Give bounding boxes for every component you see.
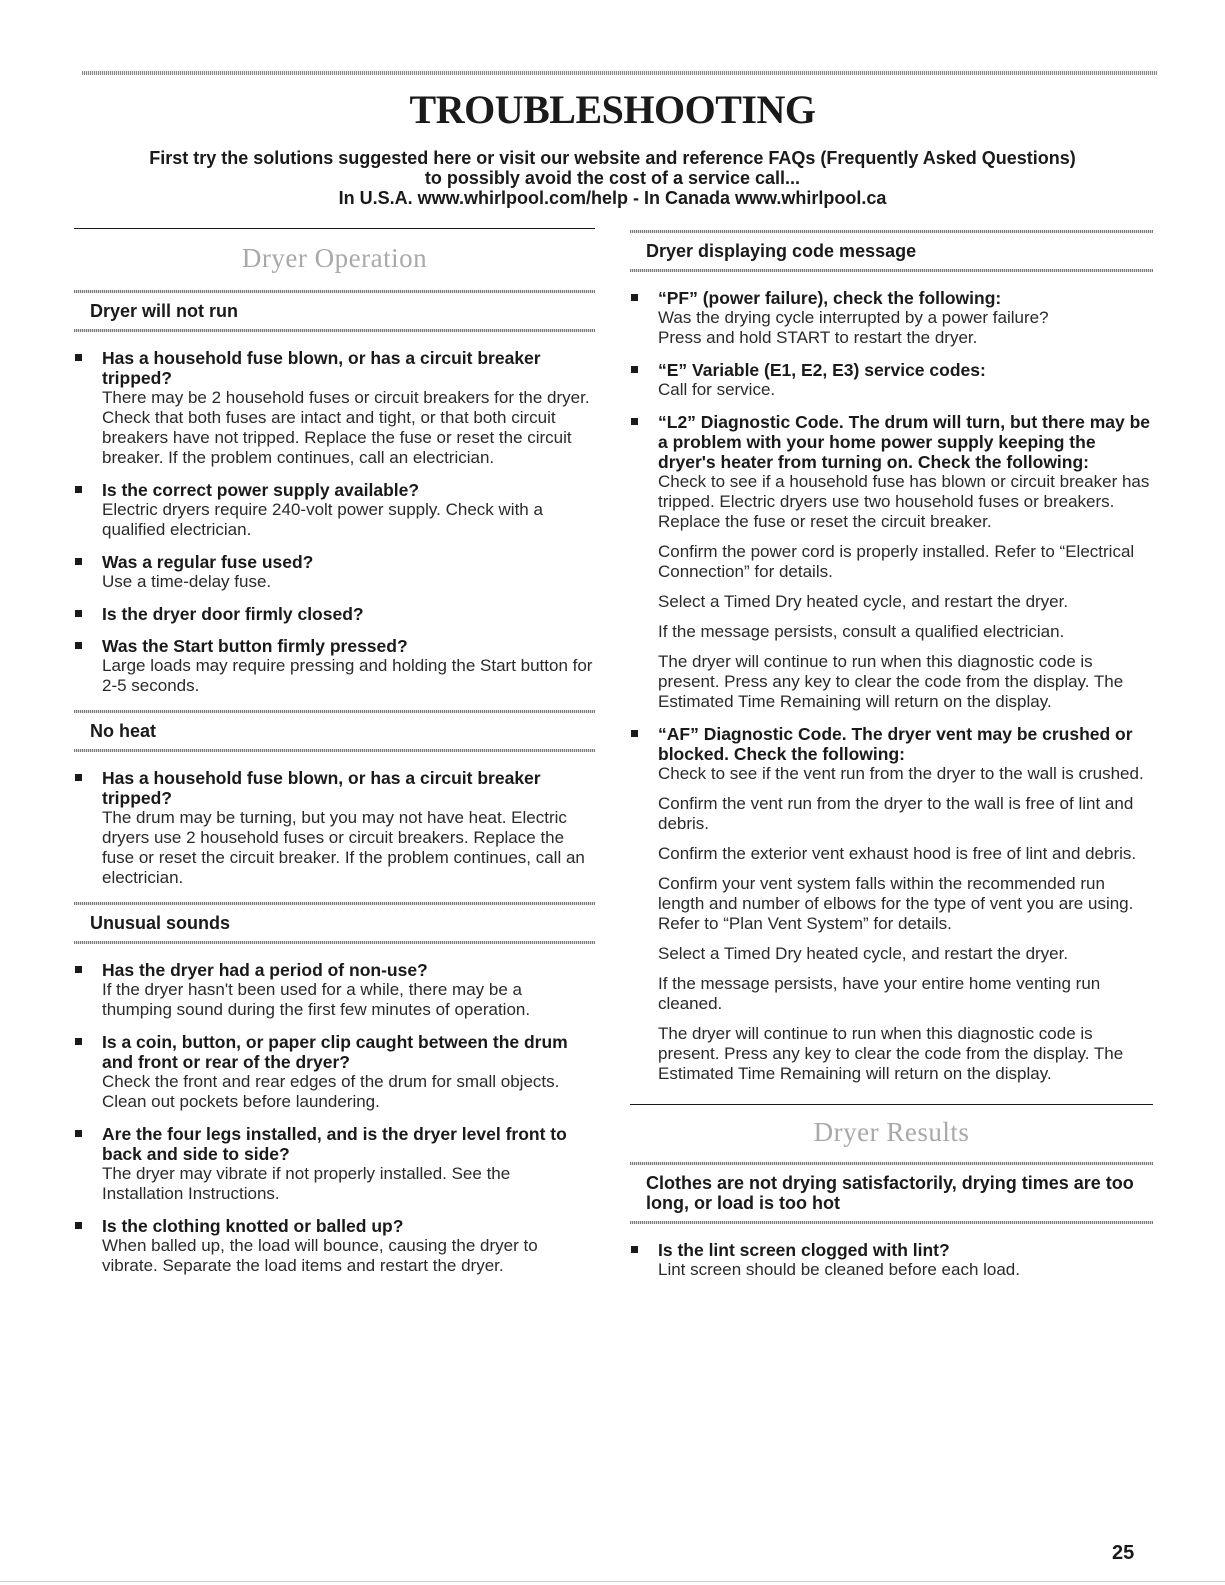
page-number: 25 [1112,1542,1135,1564]
question-text: “AF” Diagnostic Code. The dryer vent may be crushed or blocked. Check the following: [658,724,1133,764]
item-list [74,768,595,888]
list-item [630,724,1153,1084]
question-text: Is a coin, button, or paper clip caught between the drum and front or rear of the dryer? [102,1032,568,1072]
question-text: Is the clothing knotted or balled up? [102,1216,404,1236]
item-list [74,960,595,1276]
answer-text: Call for service. [658,380,776,399]
answer-paragraph: Confirm the power cord is properly installed. Refer to “Electrical Connection” for details. [658,542,1135,581]
item-list [630,288,1153,1084]
bullet-icon [631,418,638,425]
left-groups [74,290,595,1276]
answer-text: Check to see if a household fuse has blown or circuit breaker has tripped. Electric dryers use two household fuses or breakers. Replace the fuse or reset the circuit breaker. [658,472,1150,531]
answer-text: When balled up, the load will bounce, causing the dryer to vibrate. Separate the load items and restart the dryer. [102,1236,538,1275]
intro-line: In U.S.A. www.whirlpool.com/help - In Canada www.whirlpool.ca [338,188,887,208]
answer-paragraph: If the message persists, have your entire home venting run cleaned. [658,974,1101,1013]
heading-hatch [74,329,595,332]
question-text: “E” Variable (E1, E2, E3) service codes: [658,360,986,380]
list-item [74,552,595,592]
troubleshooting-group [74,902,595,1276]
bullet-icon [75,610,82,617]
troubleshooting-group [74,290,595,696]
answer-text: Large loads may require pressing and holding the Start button for 2-5 seconds. [102,656,593,695]
answer-paragraph: The dryer will continue to run when this diagnostic code is present. Press any key to clear the code from the display. The Estimated Time Remaining will return on the display. [658,652,1124,711]
question-text: “PF” (power failure), check the following: [658,288,1002,308]
answer-text: Check the front and rear edges of the drum for small objects. Clean out pockets before laundering. [102,1072,560,1111]
list-item [74,768,595,888]
troubleshooting-group [630,230,1153,1084]
question-text: Is the dryer door firmly closed? [102,604,364,624]
list-item [74,636,595,696]
answer-paragraph: Select a Timed Dry heated cycle, and restart the dryer. [658,944,1069,963]
bullet-icon [75,486,82,493]
right-groups [630,230,1153,1084]
bullet-icon [75,1222,82,1229]
list-item [74,480,595,540]
bullet-icon [631,1246,638,1253]
question-text: Has the dryer had a period of non-use? [102,960,428,980]
results-groups [630,1162,1153,1280]
list-item [74,604,595,624]
bullet-icon [631,366,638,373]
question-text: Has a household fuse blown, or has a circuit breaker tripped? [102,348,541,388]
question-text: Has a household fuse blown, or has a circuit breaker tripped? [102,768,541,808]
intro-line: First try the solutions suggested here or visit our website and reference FAQs (Frequently Asked Questions) [149,148,1076,168]
bottom-divider [0,1581,1225,1582]
heading-hatch [74,941,595,944]
answer-text: If the dryer hasn't been used for a while, there may be a thumping sound during the first few minutes of operation. [102,980,531,1019]
heading-hatch [630,269,1153,272]
answer-paragraph: Select a Timed Dry heated cycle, and restart the dryer. [658,592,1069,611]
right-column [630,230,1153,1294]
left-column [74,228,595,1290]
troubleshooting-group [630,1162,1153,1280]
answer-text: The drum may be turning, but you may not have heat. Electric dryers use 2 household fuses or circuit breakers. Replace the fuse or reset the circuit breaker. If the problem continues, call an electrician. [102,808,585,887]
answer-paragraph: Confirm the exterior vent exhaust hood is free of lint and debris. [658,844,1137,863]
item-list [74,348,595,696]
bullet-icon [75,558,82,565]
answer-paragraph: The dryer will continue to run when this diagnostic code is present. Press any key to clear the code from the display. The Estimated Time Remaining will return on the display. [658,1024,1124,1083]
list-item [74,1032,595,1112]
answer-paragraph: Confirm your vent system falls within the recommended run length and number of elbows for the type of vent you are using. Refer to “Plan Vent System” for details. [658,874,1134,933]
list-item [630,360,1153,400]
group-heading: Dryer will not run [90,301,239,321]
answer-text: Press and hold START to restart the dryer. [658,328,978,347]
bullet-icon [75,1130,82,1137]
section-rule [630,1104,1153,1105]
section-rule [74,228,595,229]
question-text: Is the lint screen clogged with lint? [658,1240,950,1260]
answer-text: Lint screen should be cleaned before each load. [658,1260,1020,1279]
group-heading: Unusual sounds [90,913,231,933]
bullet-icon [631,294,638,301]
bullet-icon [75,642,82,649]
top-divider [82,71,1157,75]
answer-paragraph: If the message persists, consult a qualified electrician. [658,622,1065,641]
question-text: Was the Start button firmly pressed? [102,636,408,656]
question-text: Is the correct power supply available? [102,480,420,500]
list-item [630,412,1153,712]
bullet-icon [75,354,82,361]
intro-line: to possibly avoid the cost of a service call... [424,168,801,188]
answer-paragraph: Confirm the vent run from the dryer to the wall is free of lint and debris. [658,794,1134,833]
intro-text [60,148,1165,208]
question-text: Was a regular fuse used? [102,552,314,572]
list-item [74,960,595,1020]
question-text: Are the four legs installed, and is the dryer level front to back and side to side? [102,1124,567,1164]
item-list [630,1240,1153,1280]
answer-text: Was the drying cycle interrupted by a power failure? [658,308,1049,327]
list-item [74,1216,595,1276]
list-item [630,1240,1153,1280]
answer-text: The dryer may vibrate if not properly installed. See the Installation Instructions. [102,1164,511,1203]
bullet-icon [631,730,638,737]
list-item [74,348,595,468]
heading-hatch [630,1221,1153,1224]
page-title: TROUBLESHOOTING [409,87,816,132]
troubleshooting-group [74,710,595,888]
group-heading: No heat [90,721,157,741]
group-heading: Clothes are not drying satisfactorily, drying times are too long, or load is too hot [646,1173,1134,1213]
heading-hatch [74,749,595,752]
section-title-dryer-results: Dryer Results [813,1117,970,1147]
answer-text: Use a time-delay fuse. [102,572,272,591]
answer-text: Check to see if the vent run from the dryer to the wall is crushed. [658,764,1144,783]
answer-text: There may be 2 household fuses or circuit breakers for the dryer. Check that both fuses are intact and tight, or that both circuit breakers have not tripped. Replace the fuse or reset the circuit breaker. If the problem continues, call an electrician. [102,388,590,467]
bullet-icon [75,1038,82,1045]
group-heading: Dryer displaying code message [646,241,917,261]
bullet-icon [75,966,82,973]
list-item [74,1124,595,1204]
question-text: “L2” Diagnostic Code. The drum will turn, but there may be a problem with your home power supply keeping the dryer's heater from turning on. Check the following: [658,412,1150,472]
bullet-icon [75,774,82,781]
answer-text: Electric dryers require 240-volt power supply. Check with a qualified electrician. [102,500,543,539]
section-title-dryer-operation: Dryer Operation [241,243,428,273]
list-item [630,288,1153,348]
